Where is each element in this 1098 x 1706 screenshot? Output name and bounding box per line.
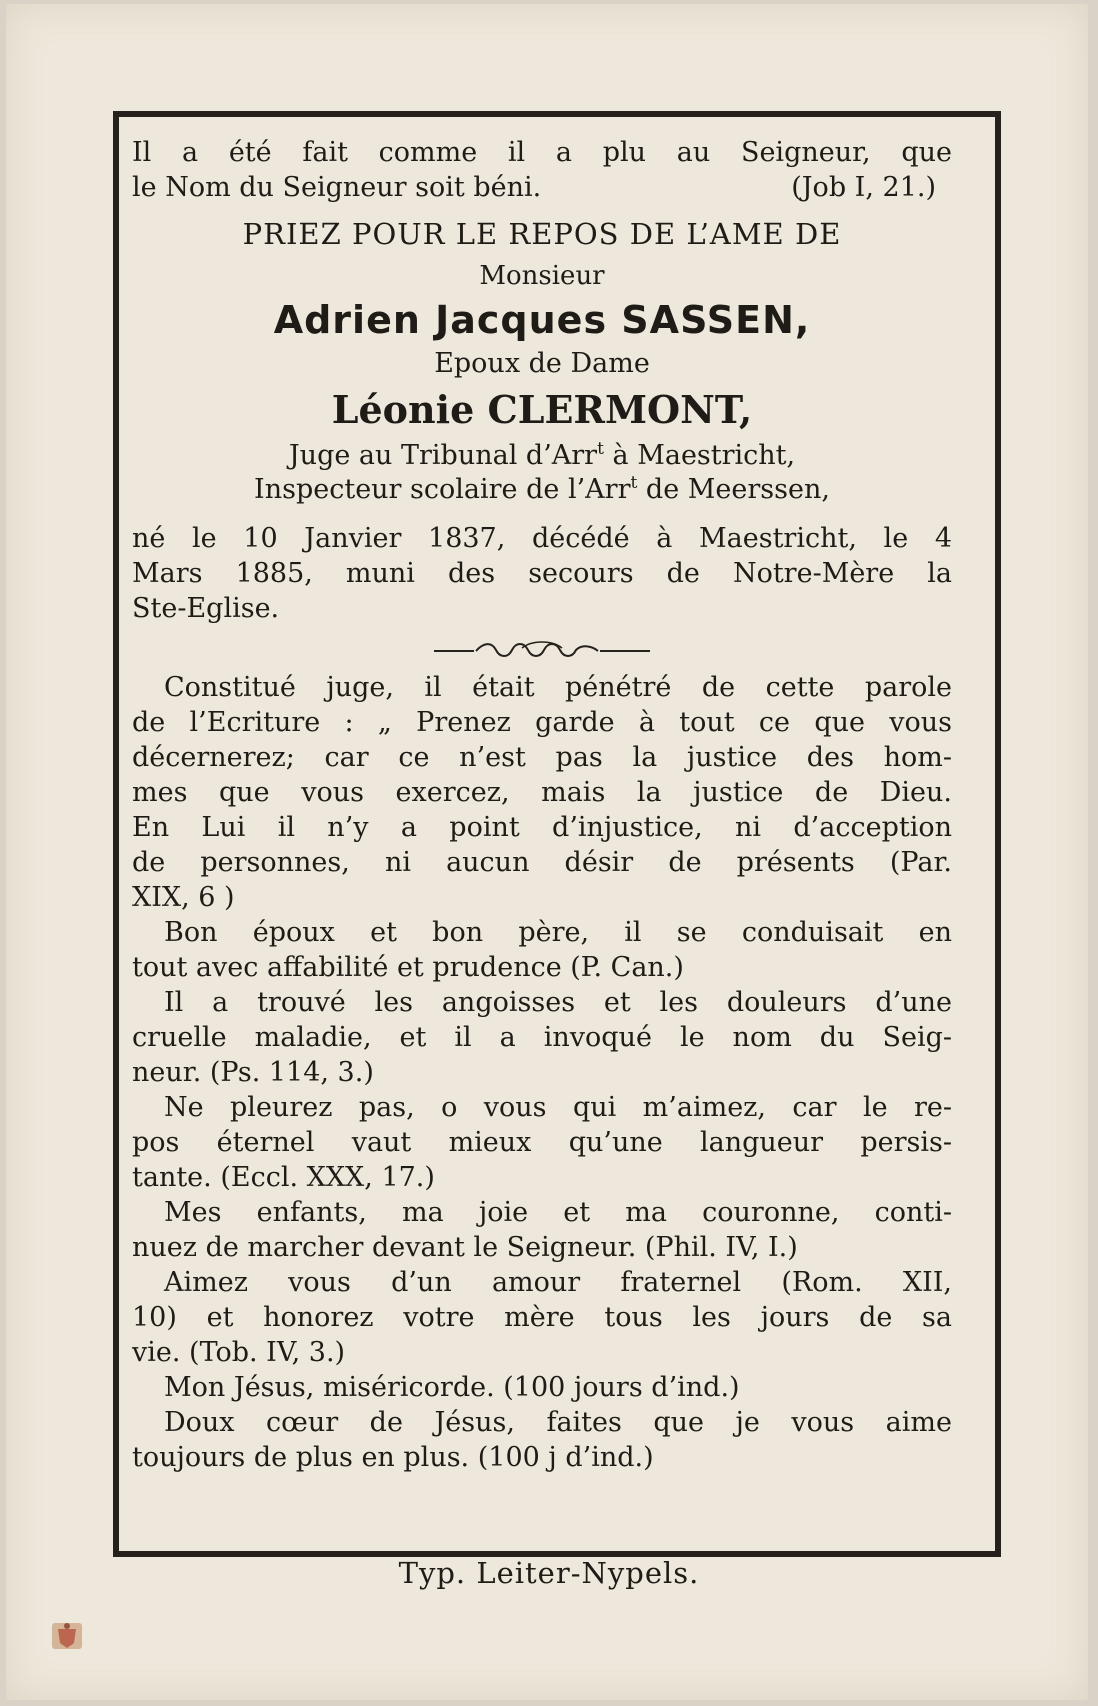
text-line: Doux cœur de Jésus, faites que je vous aime xyxy=(164,1407,952,1438)
spouse-name: Léonie CLERMONT, xyxy=(331,387,753,432)
text-line: né le 10 Janvier 1837, décédé à Maestricht, le 4 xyxy=(132,523,952,554)
title-judge xyxy=(132,439,952,473)
text-line: décernerez; car ce n’est pas la justice des hom- xyxy=(132,742,952,773)
text-line: tout avec affabilité et prudence (P. Can.) xyxy=(132,952,684,983)
honorific: Monsieur xyxy=(479,261,605,291)
ornament-divider-icon xyxy=(432,640,652,660)
superscript: t xyxy=(630,473,638,493)
text-line: Il a trouvé les angoisses et les douleurs d’une xyxy=(164,987,952,1018)
superscript: t xyxy=(597,439,604,459)
epigraph-line: Il a été fait comme il a plu au Seigneur, que xyxy=(132,137,952,168)
crest-stamp-icon xyxy=(48,1617,86,1655)
text-line: En Lui il n’y a point d’injustice, ni d’acception xyxy=(132,812,952,843)
paragraph-consolation xyxy=(132,1090,952,1195)
paragraph-love xyxy=(132,1265,952,1370)
text-line: Ne pleurez pas, o vous qui m’aimez, car le re- xyxy=(164,1092,952,1123)
text-line: tante. (Eccl. XXX, 17.) xyxy=(132,1162,435,1193)
text-line: de l’Ecriture : „ Prenez garde à tout ce que vous xyxy=(132,707,952,738)
title-inspector-text-end: de Meerssen, xyxy=(637,474,830,505)
paragraph-illness xyxy=(132,985,952,1090)
prayer-heading: PRIEZ POUR LE REPOS DE L’AME DE xyxy=(242,217,842,251)
paragraph-prayer-heart xyxy=(132,1405,952,1475)
epigraph-last-line: le Nom du Seigneur soit béni. xyxy=(132,172,542,203)
text-line: Mes enfants, ma joie et ma couronne, conti- xyxy=(164,1197,952,1228)
paragraph-prayer-mercy xyxy=(132,1370,952,1405)
text-line: Ste-Eglise. xyxy=(132,593,280,624)
text-line: Bon époux et bon père, il se conduisait en xyxy=(164,917,952,948)
text-line: cruelle maladie, et il a invoqué le nom du Seig- xyxy=(132,1022,952,1053)
title-judge-text-end: à Maestricht, xyxy=(603,440,796,471)
paragraph-spouse xyxy=(132,915,952,985)
text-line: Mars 1885, muni des secours de Notre-Mère la xyxy=(132,558,952,589)
text-line: XIX, 6 ) xyxy=(132,882,235,913)
text-line: neur. (Ps. 114, 3.) xyxy=(132,1057,374,1088)
text-line: 10) et honorez votre mère tous les jours de sa xyxy=(132,1302,952,1333)
paragraph-judge xyxy=(132,670,952,915)
text-line: Mon Jésus, miséricorde. (100 jours d’ind.) xyxy=(164,1372,740,1403)
paragraph-children xyxy=(132,1195,952,1265)
title-inspector xyxy=(132,473,952,507)
text-line: pos éternel vaut mieux qu’une langueur persis- xyxy=(132,1127,952,1158)
scripture-paragraphs xyxy=(132,670,952,1475)
deceased-name: Adrien Jacques SASSEN, xyxy=(273,298,811,342)
text-line: toujours de plus en plus. (100 j d’ind.) xyxy=(132,1442,654,1473)
text-line: Constitué juge, il était pénétré de cette parole xyxy=(164,672,952,703)
text-line: nuez de marcher devant le Seigneur. (Phil. IV, I.) xyxy=(132,1232,798,1263)
spouse-intro: Epoux de Dame xyxy=(434,348,650,379)
text-line: vie. (Tob. IV, 3.) xyxy=(132,1337,346,1368)
card-text xyxy=(132,135,952,1475)
text-line: mes que vous exercez, mais la justice de Dieu. xyxy=(132,777,952,808)
title-inspector-text: Inspecteur scolaire de l’Arr xyxy=(254,474,631,505)
epigraph-reference: (Job I, 21.) xyxy=(791,172,936,203)
text-line: de personnes, ni aucun désir de présents (Par. xyxy=(132,847,952,878)
title-judge-text: Juge au Tribunal d’Arr xyxy=(288,440,598,471)
printer-credit: Typ. Leiter-Nypels. xyxy=(398,1556,700,1590)
birth-death-block xyxy=(132,521,952,626)
text-line: Aimez vous d’un amour fraternel (Rom. XII, xyxy=(164,1267,952,1298)
epigraph xyxy=(132,135,952,205)
